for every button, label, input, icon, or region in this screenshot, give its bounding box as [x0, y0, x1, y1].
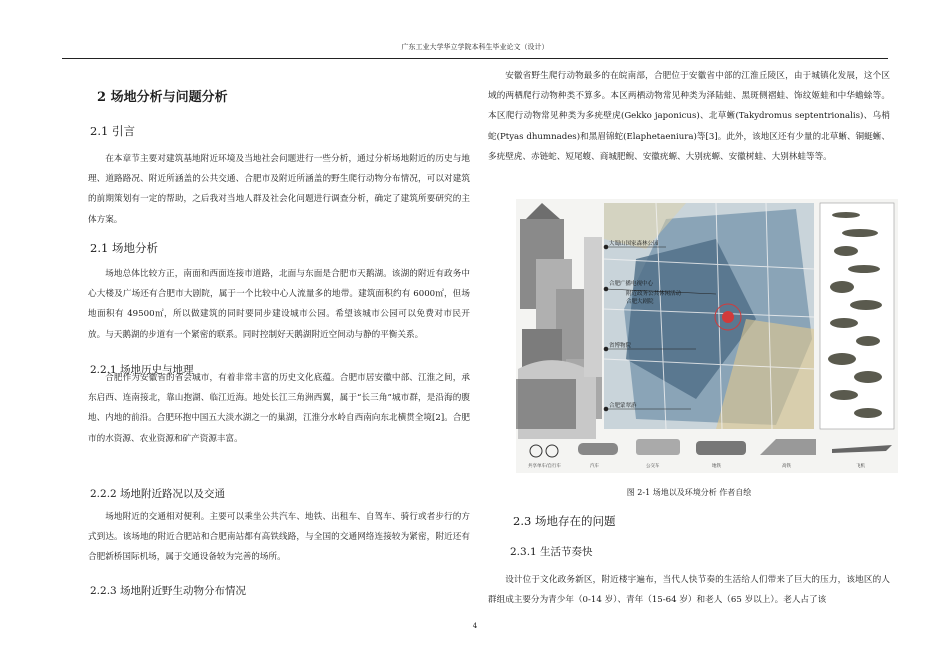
transport-label-plane: 飞机 [856, 464, 865, 469]
figure-caption: 图 2-1 场地以及环境分析 作者自绘 [626, 488, 752, 497]
section-2-2-2-paragraph: 场地附近的交通相对便利。主要可以乘坐公共汽车、地铁、出租车、自驾车、骑行或者步行的方式到达。该场地的附近合肥站和合肥南站都有高铁线路，与全国的交通网络连接较为紧密，附近还有合肥新桥国际机场，属于交通设备较为完善的场所。 [88, 512, 470, 563]
transport-label-car: 汽车 [590, 464, 599, 469]
chapter-title: 2 场地分析与问题分析 [97, 90, 228, 105]
section-2-3-title: 2.3 场地存在的问题 [513, 514, 616, 528]
transport-label-rail: 高铁 [782, 464, 791, 469]
section-2-2-1-paragraph: 合肥作为安徽省的省会城市，有着非常丰富的历史文化底蕴。合肥市居安徽中部、江淮之间，承东启西、连南接北，靠山抱湖、临江近海。地处长江三角洲西翼，属于“长三角”城市群，是沿海的腹地、内地的前沿。合肥环抱中国五大淡水湖之一的巢湖，江淮分水岭自西南向东北横贯全境[2]。合肥市的水资源、农业资源和矿产资源丰富。 [88, 373, 470, 444]
section-2-2-3-title: 2.2.3 场地附近野生动物分布情况 [90, 585, 247, 597]
site-analysis-paragraph: 场地总体比较方正，南面和西面连接市道路，北面与东面是合肥市天鹅湖。该湖的附近有政务中心大楼及广场还有合肥市大剧院，属于一个比较中心人流量多的地带。建筑面积约有 6000㎡，但场地面积有 49500㎡，所以做建筑的同时要同步建设城市公园。希望该城市公园可以免费对市民开放。与天鹅湖的步道有一个紧密的联系。同时控制好天鹅湖附近空间动与静的平衡关系。 [88, 269, 470, 340]
transport-label-bike: 共享单车/自行车 [528, 464, 562, 469]
page-number: 4 [472, 622, 478, 630]
section-2-3-1-title: 2.3.1 生活节奏快 [510, 546, 593, 558]
map-label-public-leisure: 附近政务公共休闲活动 [626, 291, 682, 297]
map-label-forest-park: 大蜀山国家森林公园 [609, 241, 659, 247]
section-2-2-1-title: 2.2.1 场地历史与地理 [90, 364, 194, 376]
transport-label-metro: 地铁 [712, 464, 721, 469]
reptile-panel [820, 203, 894, 429]
map-label-grand-theatre: 合肥大剧院 [626, 299, 654, 305]
section-site-analysis-title: 2.1 场地分析 [90, 241, 158, 255]
section-2-3-1-paragraph: 设计位于文化政务新区，附近楼宇遍布，当代人快节奏的生活给人们带来了巨大的压力，该地区的人群组成主要分为青少年（0-14 岁）、青年（15-64 岁）和老人（65 岁以上）。老人占了该 [488, 575, 890, 606]
map-label-museum: 省博物院 [609, 343, 632, 349]
transport-label-bus: 公交车 [646, 464, 660, 469]
city-map [604, 203, 814, 429]
site-analysis-figure [516, 199, 898, 473]
section-2-1-title: 2.1 引言 [90, 124, 135, 138]
section-2-1-paragraph: 在本章节主要对建筑基地附近环境及当地社会问题进行一些分析，通过分析场地附近的历史与地理、道路路况、附近所涵盖的公共交通、合肥市及附近所涵盖的野生爬行动物分布情况，可以对建筑的前期策划有一定的帮助，之后我对当地人群及社会化问题进行调查分析，确定了建筑所要研究的主体方案。 [88, 154, 470, 225]
map-label-lake: 合肥蒙翠游 [609, 403, 637, 409]
section-2-2-2-title: 2.2.2 场地附近路况以及交通 [90, 488, 226, 500]
page-header: 广东工业大学华立学院本科生毕业论文（设计） [401, 43, 549, 51]
header-rule [62, 58, 888, 59]
wildlife-paragraph: 安徽省野生爬行动物最多的在皖南部，合肥位于安徽省中部的江淮丘陵区，由于城镇化发展，这个区域的两栖爬行动物种类不算多。本区两栖动物常见种类为泽陆蛙、黑斑侧褶蛙、饰纹姬蛙和中华蟾蜍等。本区爬行动物常见种类为多疣壁虎(Gekko japonicus)、北草蜥(Takydromus septentrionalis)、乌梢蛇(Ptyas dhumnades)和黑眉锦蛇(Elaphetaeniura)等[3]。此外，该地区还有少量的北草蜥、铜蜓蜥、多疣壁虎、赤链蛇、短尾蝮、商城肥鲵、安徽疣螈、大别疣螈、安徽树蛙、大别林蛙等等。 [488, 71, 890, 162]
map-label-tv-center: 合肥广播电视中心 [609, 281, 654, 287]
